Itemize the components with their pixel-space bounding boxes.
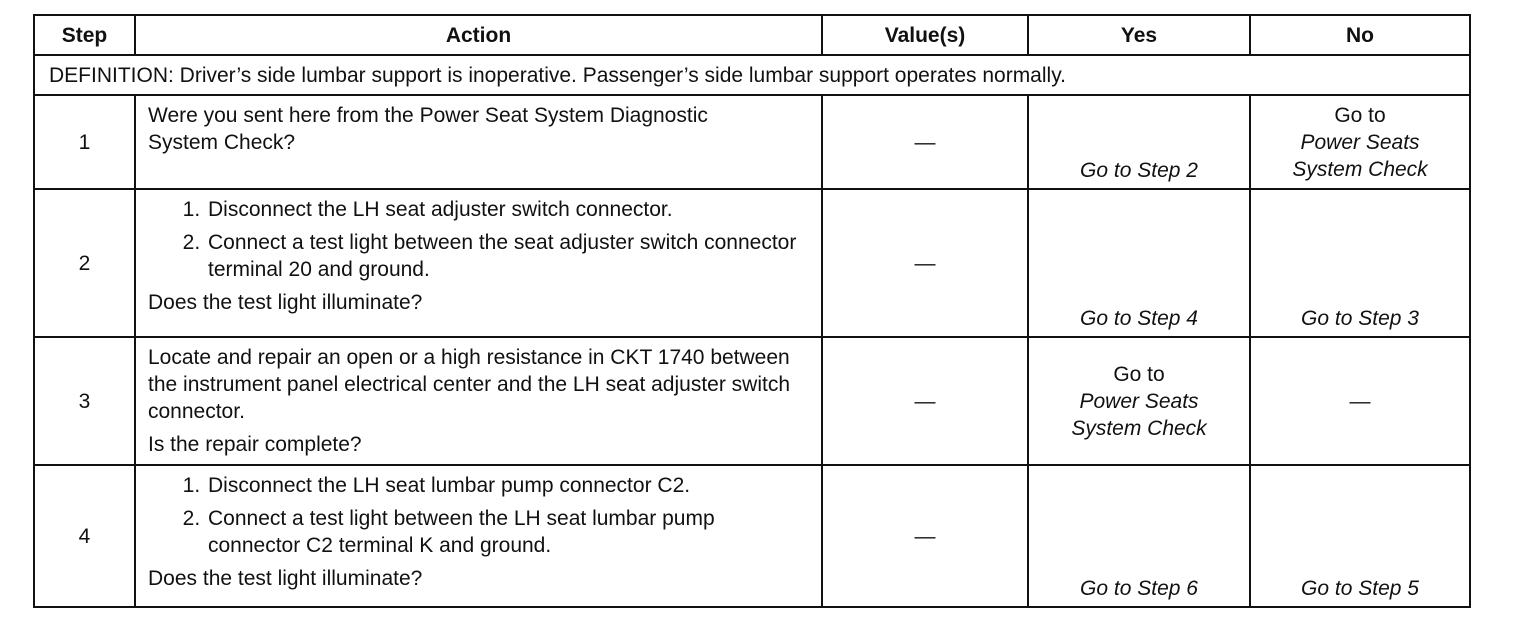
header-values: Value(s)	[822, 15, 1028, 55]
table-row-step-1	[34, 95, 1470, 189]
action-cell	[135, 465, 822, 607]
substep-list	[148, 472, 811, 559]
step-number: 1	[34, 95, 135, 189]
definition-text: DEFINITION: Driver’s side lumbar support is inoperative. Passenger’s side lumbar support operates normally.	[34, 55, 1470, 95]
no-cell	[1250, 95, 1470, 189]
header-step: Step	[34, 15, 135, 55]
no-goto-text: Go to	[1334, 103, 1386, 127]
header-yes: Yes	[1028, 15, 1250, 55]
question-text: Does the test light illuminate?	[148, 567, 423, 590]
step-number: 2	[34, 189, 135, 337]
action-text: Were you sent here from the Power Seat System Diagnostic System Check?	[148, 104, 708, 154]
substep-list	[148, 196, 811, 283]
header-action: Action	[135, 15, 822, 55]
step-number: 4	[34, 465, 135, 607]
question-text: Is the repair complete?	[148, 433, 362, 456]
no-target-text: Power Seats System Check	[1292, 130, 1428, 181]
table-row-step-4	[34, 465, 1470, 607]
question-text: Does the test light illuminate?	[148, 291, 423, 314]
value-cell: —	[822, 337, 1028, 465]
substep-item: 2. Connect a test light between the seat adjuster switch connector terminal 20 and ground.	[206, 229, 811, 283]
yes-goto-text: Go to	[1113, 362, 1165, 386]
definition-row	[34, 55, 1470, 95]
yes-cell: Go to Step 4	[1028, 189, 1250, 337]
action-cell	[135, 95, 822, 189]
step-number: 3	[34, 337, 135, 465]
table-row-step-2	[34, 189, 1470, 337]
header-row	[34, 15, 1470, 55]
value-cell: —	[822, 95, 1028, 189]
yes-cell: Go to Step 6	[1028, 465, 1250, 607]
action-cell	[135, 337, 822, 465]
no-cell: Go to Step 5	[1250, 465, 1470, 607]
header-no: No	[1250, 15, 1470, 55]
table-row-step-3	[34, 337, 1470, 465]
action-text: Locate and repair an open or a high resistance in CKT 1740 between the instrument panel electrical center and the LH seat adjuster switch connector.	[148, 346, 791, 423]
value-cell: —	[822, 189, 1028, 337]
value-cell: —	[822, 465, 1028, 607]
substep-item: 1. Disconnect the LH seat adjuster switch connector.	[206, 196, 811, 223]
yes-cell: Go to Step 2	[1028, 95, 1250, 189]
action-cell	[135, 189, 822, 337]
substep-item: 1. Disconnect the LH seat lumbar pump connector C2.	[206, 472, 811, 499]
substep-item: 2. Connect a test light between the LH seat lumbar pump connector C2 terminal K and ground.	[206, 505, 778, 559]
no-cell: Go to Step 3	[1250, 189, 1470, 337]
yes-target-text: Power Seats System Check	[1071, 389, 1207, 440]
yes-cell	[1028, 337, 1250, 465]
no-cell: —	[1250, 337, 1470, 465]
diagnostic-table	[33, 14, 1471, 608]
